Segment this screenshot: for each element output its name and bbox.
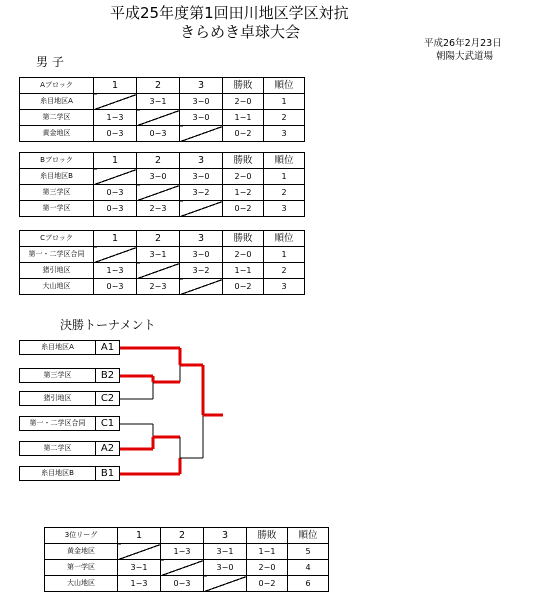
score-cell: 2 [264,110,305,126]
bracket-team-name: 第二学区 [20,442,96,455]
team-name: 第一学区 [20,201,94,217]
bracket-seed: A1 [100,342,115,353]
score-cell: 0−3 [94,126,137,142]
column-header: 勝敗 [223,153,264,169]
score-cell: 2−0 [223,247,264,263]
column-header: 2 [137,231,180,247]
score-cell: 3−0 [180,169,223,185]
score-cell: 3−2 [180,185,223,201]
score-cell: 1−1 [247,544,288,560]
team-name: 大山地区 [45,576,118,592]
title-line2: きらめき卓球大会 [180,23,301,41]
team-name: 第三学区 [20,185,94,201]
bracket-seed: C2 [100,393,115,404]
score-cell: 3−1 [137,247,180,263]
score-cell: 1−1 [223,263,264,279]
team-name: 第一・二学区合同 [20,247,94,263]
team-name: 黄金地区 [45,544,118,560]
team-name: 第二学区 [20,110,94,126]
bracket-team-name: 糸目地区B [20,467,96,480]
score-cell: 0−2 [223,126,264,142]
venue-text: 朝陽大武道場 [436,51,494,62]
block-name: Aブロック [20,78,94,94]
column-header: 順位 [264,153,305,169]
column-header: 順位 [264,78,305,94]
score-cell: 4 [288,560,329,576]
column-header: 1 [118,528,161,544]
score-cell: 0−2 [223,201,264,217]
score-cell: 1 [264,94,305,110]
block-name: Bブロック [20,153,94,169]
title-line1: 平成25年度第1回田川地区学区対抗 [110,4,349,22]
score-cell: 3−0 [137,169,180,185]
team-name: 大山地区 [20,279,94,295]
score-cell: 6 [288,576,329,592]
score-cell: 3 [264,279,305,295]
score-cell: 3−1 [137,94,180,110]
score-cell: 3−0 [180,247,223,263]
column-header: 2 [161,528,204,544]
score-cell: 3−0 [180,94,223,110]
block-name: 3位リーグ [45,528,118,544]
team-name: 糸目地区B [20,169,94,185]
team-name: 糸目地区A [20,94,94,110]
team-name: 第一学区 [45,560,118,576]
score-cell: 1 [264,169,305,185]
team-name: 黄金地区 [20,126,94,142]
score-cell: 2−0 [247,560,288,576]
date-text: 平成26年2月23日 [424,38,502,49]
score-cell [204,576,247,592]
score-cell: 2 [264,185,305,201]
score-cell: 0−3 [94,185,137,201]
section-boys: 男 子 [36,55,64,69]
score-cell: 1−3 [94,263,137,279]
table-row [45,544,329,560]
score-cell: 1−3 [94,110,137,126]
score-cell: 3−0 [180,110,223,126]
column-header: 勝敗 [223,78,264,94]
score-cell: 2−3 [137,201,180,217]
block-name: Cブロック [20,231,94,247]
column-header: 3 [180,78,223,94]
score-cell: 2−0 [223,94,264,110]
score-cell: 3 [264,201,305,217]
column-header: 勝敗 [223,231,264,247]
score-cell: 1−3 [161,544,204,560]
score-cell: 0−3 [94,201,137,217]
score-cell: 1−2 [223,185,264,201]
column-header: 2 [137,153,180,169]
table-row [45,560,329,576]
table-row [45,576,329,592]
column-header: 3 [180,231,223,247]
column-header: 1 [94,78,137,94]
score-cell: 1−1 [223,110,264,126]
column-header: 1 [94,153,137,169]
score-cell: 3 [264,126,305,142]
tournament-title: 決勝トーナメント [60,318,156,332]
score-cell: 2−3 [137,279,180,295]
bracket-seed: C1 [100,418,115,429]
score-cell: 3−1 [204,544,247,560]
score-cell: 0−3 [94,279,137,295]
bracket-seed: A2 [100,443,115,454]
column-header: 3 [180,153,223,169]
column-header: 1 [94,231,137,247]
bracket-team-name: 糸目地区A [20,341,96,354]
league-table [44,527,329,592]
bracket-seed: B2 [100,370,115,381]
bracket-team-name: 第一・二学区合同 [20,417,96,430]
bracket-team-name: 第三学区 [20,369,96,382]
bracket-seed: B1 [100,468,115,479]
score-cell: 3−2 [180,263,223,279]
score-cell: 3−0 [204,560,247,576]
column-header: 勝敗 [247,528,288,544]
score-cell: 2 [264,263,305,279]
score-cell: 3−1 [118,560,161,576]
column-header: 3 [204,528,247,544]
team-name: 猪引地区 [20,263,94,279]
column-header: 2 [137,78,180,94]
score-cell: 5 [288,544,329,560]
column-header: 順位 [288,528,329,544]
score-cell: 0−3 [161,576,204,592]
bracket-team-name: 猪引地区 [20,392,96,405]
score-cell: 2−0 [223,169,264,185]
column-header: 順位 [264,231,305,247]
score-cell: 1−3 [118,576,161,592]
score-cell: 0−2 [223,279,264,295]
score-cell: 0−2 [247,576,288,592]
score-cell: 1 [264,247,305,263]
score-cell: 0−3 [137,126,180,142]
score-cell [161,560,204,576]
score-cell [118,544,161,560]
